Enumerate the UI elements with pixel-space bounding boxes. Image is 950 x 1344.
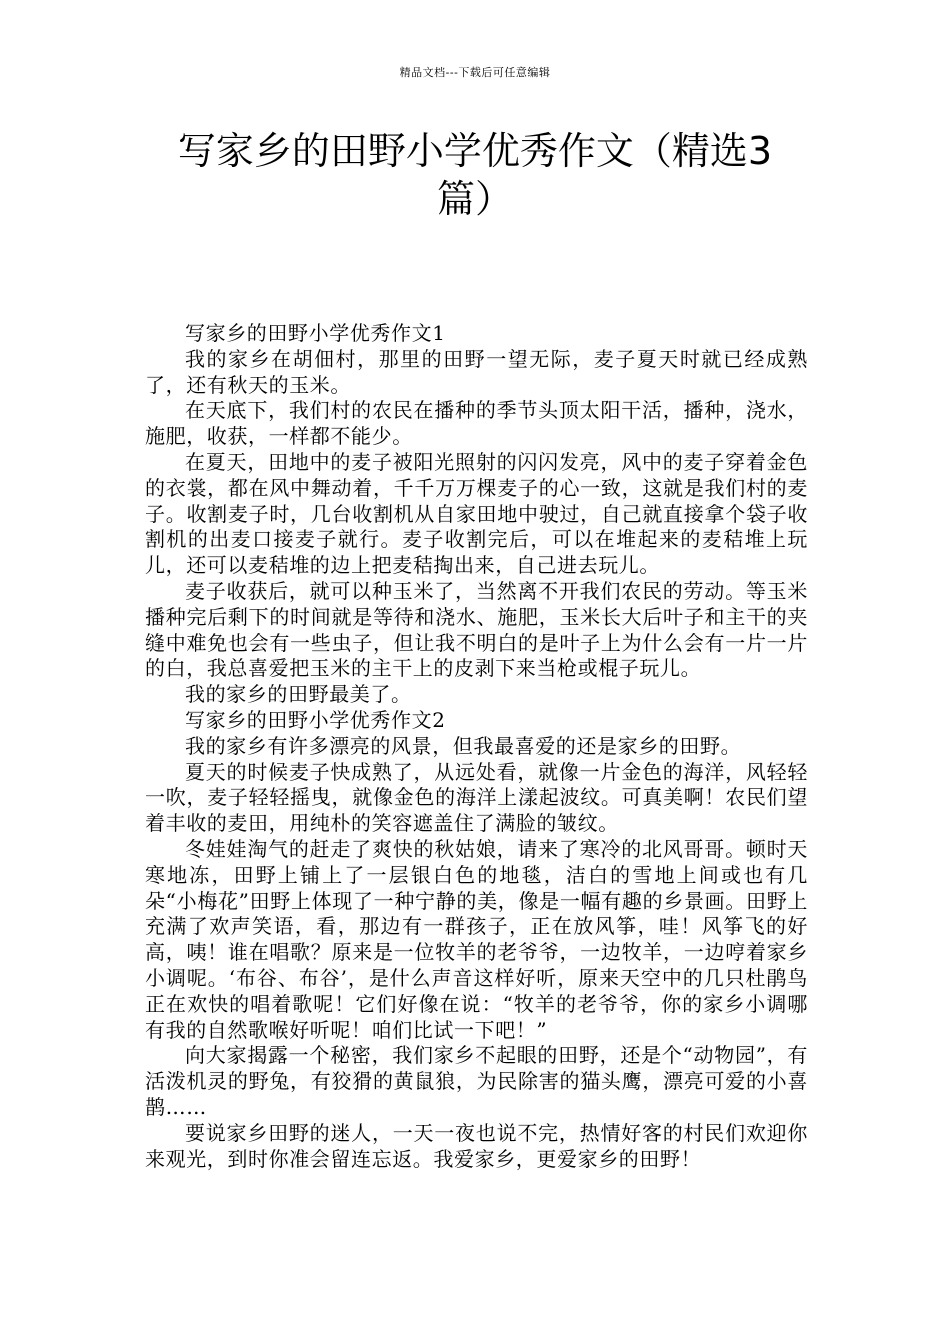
paragraph: 要说家乡田野的迷人，一天一夜也说不完，热情好客的村民们欢迎你来观光，到时你准会留连忘返。我爱家乡，更爱家乡的田野！	[145, 1120, 808, 1171]
document-body	[145, 321, 808, 1172]
paragraph: 我的家乡在胡佃村，那里的田野一望无际，麦子夏天时就已经成熟了，还有秋天的玉米。	[145, 346, 808, 397]
header-note: 精品文档---下载后可任意编辑	[399, 66, 551, 79]
paragraph: 我的家乡有许多漂亮的风景，但我最喜爱的还是家乡的田野。	[185, 733, 742, 758]
paragraph: 在夏天，田地中的麦子被阳光照射的闪闪发亮，风中的麦子穿着金色的衣裳，都在风中舞动着，千千万万棵麦子的心一致，这就是我们村的麦子。收割麦子时，几台收割机从自家田地中驶过，自己就直接拿个袋子收割机的出麦口接麦子就行。麦子收割完后，可以在堆起来的麦秸堆上玩儿，还可以麦秸堆的边上把麦秸掏出来，自己进去玩儿。	[145, 449, 808, 578]
paragraph: 夏天的时候麦子快成熟了，从远处看，就像一片金色的海洋，风轻轻一吹，麦子轻轻摇曳，就像金色的海洋上漾起波纹。可真美啊！农民们望着丰收的麦田，用纯朴的笑容遮盖住了满脸的皱纹。	[145, 759, 808, 836]
paragraph: 冬娃娃淘气的赶走了爽快的秋姑娘，请来了寒冷的北风哥哥。顿时天寒地冻，田野上铺上了一层银白色的地毯，洁白的雪地上间或也有几朵“小梅花”田野上体现了一种宁静的美，像是一幅有趣的乡景画。田野上充满了欢声笑语，看，那边有一群孩子，正在放风筝，哇！风筝飞的好高，咦！谁在唱歌？原来是一位牧羊的老爷爷，一边牧羊，一边哼着家乡小调呢。‘布谷、布谷’，是什么声音这样好听，原来天空中的几只杜鹃鸟正在欢快的唱着歌呢！它们好像在说：“牧羊的老爷爷，你的家乡小调哪有我的自然歌喉好听呢！咱们比试一下吧！”	[145, 836, 808, 1042]
document-title: 写家乡的田野小学优秀作文（精选3篇）	[177, 129, 773, 221]
paragraph: 我的家乡的田野最美了。	[185, 682, 412, 707]
paragraph: 在天底下，我们村的农民在播种的季节头顶太阳干活，播种，浇水，施肥，收获，一样都不能少。	[145, 398, 808, 449]
paragraph: 向大家揭露一个秘密，我们家乡不起眼的田野，还是个“动物园”，有活泼机灵的野兔，有狡猾的黄鼠狼，为民除害的猫头鹰，漂亮可爱的小喜鹊……	[145, 1043, 808, 1119]
section-heading-1: 写家乡的田野小学优秀作文1	[185, 321, 446, 345]
paragraph: 麦子收获后，就可以种玉米了，当然离不开我们农民的劳动。等玉米播种完后剩下的时间就是等待和浇水、施肥，玉米长大后叶子和主干的夹缝中难免也会有一些虫子，但让我不明白的是叶子上为什么会有一片一片的白，我总喜爱把玉米的主干上的皮剥下来当枪或棍子玩儿。	[145, 578, 808, 681]
section-heading-2: 写家乡的田野小学优秀作文2	[185, 707, 446, 732]
